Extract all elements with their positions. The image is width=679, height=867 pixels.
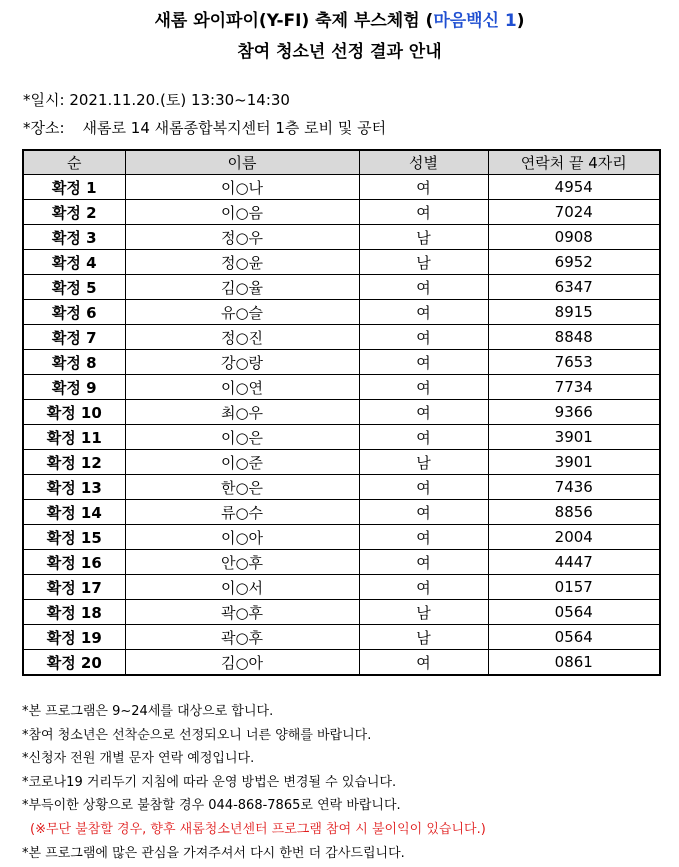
cell-phone: 4954 bbox=[488, 175, 660, 200]
column-header-name: 이름 bbox=[125, 150, 359, 175]
event-date bbox=[23, 89, 290, 110]
cell-name: 이○나 bbox=[125, 175, 359, 200]
cell-name: 강○랑 bbox=[125, 350, 359, 375]
cell-order: 확정 15 bbox=[23, 525, 125, 550]
cell-order: 확정 12 bbox=[23, 450, 125, 475]
column-header-order: 순 bbox=[23, 150, 125, 175]
cell-phone: 6347 bbox=[488, 275, 660, 300]
cell-phone: 0564 bbox=[488, 625, 660, 650]
table-row bbox=[23, 450, 660, 475]
cell-order: 확정 10 bbox=[23, 400, 125, 425]
cell-name: 김○아 bbox=[125, 650, 359, 676]
cell-name: 정○우 bbox=[125, 225, 359, 250]
cell-phone: 0908 bbox=[488, 225, 660, 250]
cell-phone: 9366 bbox=[488, 400, 660, 425]
cell-order: 확정 5 bbox=[23, 275, 125, 300]
table-row bbox=[23, 550, 660, 575]
cell-name: 이○준 bbox=[125, 450, 359, 475]
table-header-row bbox=[23, 150, 660, 175]
cell-order: 확정 20 bbox=[23, 650, 125, 676]
cell-name: 최○우 bbox=[125, 400, 359, 425]
cell-gender: 여 bbox=[359, 500, 488, 525]
date-label: *일시: bbox=[23, 91, 65, 109]
cell-gender: 여 bbox=[359, 200, 488, 225]
cell-name: 이○연 bbox=[125, 375, 359, 400]
cell-order: 확정 8 bbox=[23, 350, 125, 375]
cell-name: 곽○후 bbox=[125, 625, 359, 650]
table-row bbox=[23, 275, 660, 300]
cell-gender: 여 bbox=[359, 650, 488, 676]
cell-name: 곽○후 bbox=[125, 600, 359, 625]
cell-gender: 여 bbox=[359, 525, 488, 550]
cell-phone: 7734 bbox=[488, 375, 660, 400]
cell-order: 확정 17 bbox=[23, 575, 125, 600]
table-row bbox=[23, 600, 660, 625]
title-accent: 마음백신 1 bbox=[433, 11, 517, 31]
cell-gender: 여 bbox=[359, 475, 488, 500]
cell-order: 확정 3 bbox=[23, 225, 125, 250]
cell-gender: 남 bbox=[359, 250, 488, 275]
table-row bbox=[23, 500, 660, 525]
cell-order: 확정 11 bbox=[23, 425, 125, 450]
cell-name: 한○은 bbox=[125, 475, 359, 500]
cell-name: 김○율 bbox=[125, 275, 359, 300]
cell-phone: 7436 bbox=[488, 475, 660, 500]
cell-phone: 7024 bbox=[488, 200, 660, 225]
cell-gender: 여 bbox=[359, 300, 488, 325]
event-place bbox=[23, 117, 386, 138]
cell-gender: 여 bbox=[359, 175, 488, 200]
notice-list bbox=[22, 700, 486, 865]
title-main: 새롬 와이파이(Y-FI) 축제 부스체험 ( bbox=[154, 11, 434, 31]
title-close: ) bbox=[516, 11, 525, 31]
cell-order: 확정 7 bbox=[23, 325, 125, 350]
cell-gender: 여 bbox=[359, 575, 488, 600]
table-row bbox=[23, 225, 660, 250]
cell-phone: 2004 bbox=[488, 525, 660, 550]
cell-order: 확정 6 bbox=[23, 300, 125, 325]
table-row bbox=[23, 350, 660, 375]
table-row bbox=[23, 625, 660, 650]
cell-order: 확정 2 bbox=[23, 200, 125, 225]
cell-phone: 0564 bbox=[488, 600, 660, 625]
page-subtitle: 참여 청소년 선정 결과 안내 bbox=[237, 42, 442, 62]
cell-phone: 8856 bbox=[488, 500, 660, 525]
cell-phone: 0861 bbox=[488, 650, 660, 676]
cell-phone: 0157 bbox=[488, 575, 660, 600]
cell-phone: 4447 bbox=[488, 550, 660, 575]
cell-name: 이○음 bbox=[125, 200, 359, 225]
cell-name: 이○서 bbox=[125, 575, 359, 600]
cell-order: 확정 4 bbox=[23, 250, 125, 275]
cell-phone: 6952 bbox=[488, 250, 660, 275]
cell-order: 확정 19 bbox=[23, 625, 125, 650]
table-row bbox=[23, 200, 660, 225]
date-value: 2021.11.20.(토) 13:30~14:30 bbox=[69, 91, 290, 109]
place-value: 새롬로 14 새롬종합복지센터 1층 로비 및 공터 bbox=[82, 119, 387, 137]
participant-table bbox=[22, 149, 661, 676]
notice-item: *본 프로그램은 9~24세를 대상으로 합니다. bbox=[22, 704, 274, 719]
cell-name: 이○은 bbox=[125, 425, 359, 450]
cell-order: 확정 14 bbox=[23, 500, 125, 525]
table-row bbox=[23, 425, 660, 450]
cell-name: 류○수 bbox=[125, 500, 359, 525]
cell-gender: 남 bbox=[359, 225, 488, 250]
notice-item: *본 프로그램에 많은 관심을 가져주셔서 다시 한번 더 감사드립니다. bbox=[22, 845, 405, 861]
table-row bbox=[23, 175, 660, 200]
cell-gender: 여 bbox=[359, 375, 488, 400]
cell-name: 이○아 bbox=[125, 525, 359, 550]
table-row bbox=[23, 300, 660, 325]
place-label: *장소: bbox=[23, 119, 65, 137]
table-row bbox=[23, 475, 660, 500]
cell-name: 정○윤 bbox=[125, 250, 359, 275]
cell-gender: 여 bbox=[359, 325, 488, 350]
notice-item: *코로나19 거리두기 지침에 따라 운영 방법은 변경될 수 있습니다. bbox=[22, 774, 397, 790]
cell-order: 확정 16 bbox=[23, 550, 125, 575]
table-row bbox=[23, 575, 660, 600]
cell-gender: 남 bbox=[359, 600, 488, 625]
cell-phone: 3901 bbox=[488, 450, 660, 475]
cell-order: 확정 13 bbox=[23, 475, 125, 500]
table-row bbox=[23, 375, 660, 400]
cell-gender: 남 bbox=[359, 625, 488, 650]
cell-order: 확정 18 bbox=[23, 600, 125, 625]
cell-gender: 여 bbox=[359, 550, 488, 575]
notice-item: *부득이한 상황으로 불참할 경우 044-868-7865로 연락 바랍니다. bbox=[22, 798, 401, 814]
table-row bbox=[23, 325, 660, 350]
cell-phone: 7653 bbox=[488, 350, 660, 375]
cell-phone: 8848 bbox=[488, 325, 660, 350]
notice-item: *신청자 전원 개별 문자 연락 예정입니다. bbox=[22, 751, 255, 767]
cell-order: 확정 9 bbox=[23, 375, 125, 400]
cell-order: 확정 1 bbox=[23, 175, 125, 200]
warning-notice: (※무단 불참할 경우, 향후 새롬청소년센터 프로그램 참여 시 불이익이 있습니다.) bbox=[30, 821, 486, 837]
table-row bbox=[23, 650, 660, 676]
cell-gender: 여 bbox=[359, 350, 488, 375]
cell-phone: 3901 bbox=[488, 425, 660, 450]
notice-item: *참여 청소년은 선착순으로 선정되오니 너른 양해를 바랍니다. bbox=[22, 727, 372, 743]
table-row bbox=[23, 525, 660, 550]
cell-name: 유○슬 bbox=[125, 300, 359, 325]
cell-name: 안○후 bbox=[125, 550, 359, 575]
cell-phone: 8915 bbox=[488, 300, 660, 325]
cell-gender: 여 bbox=[359, 400, 488, 425]
cell-gender: 남 bbox=[359, 450, 488, 475]
cell-gender: 여 bbox=[359, 275, 488, 300]
page-title bbox=[0, 6, 679, 31]
cell-gender: 여 bbox=[359, 425, 488, 450]
column-header-phone: 연락처 끝 4자리 bbox=[488, 150, 660, 175]
table-row bbox=[23, 400, 660, 425]
cell-name: 정○진 bbox=[125, 325, 359, 350]
table-row bbox=[23, 250, 660, 275]
column-header-gender: 성별 bbox=[359, 150, 488, 175]
